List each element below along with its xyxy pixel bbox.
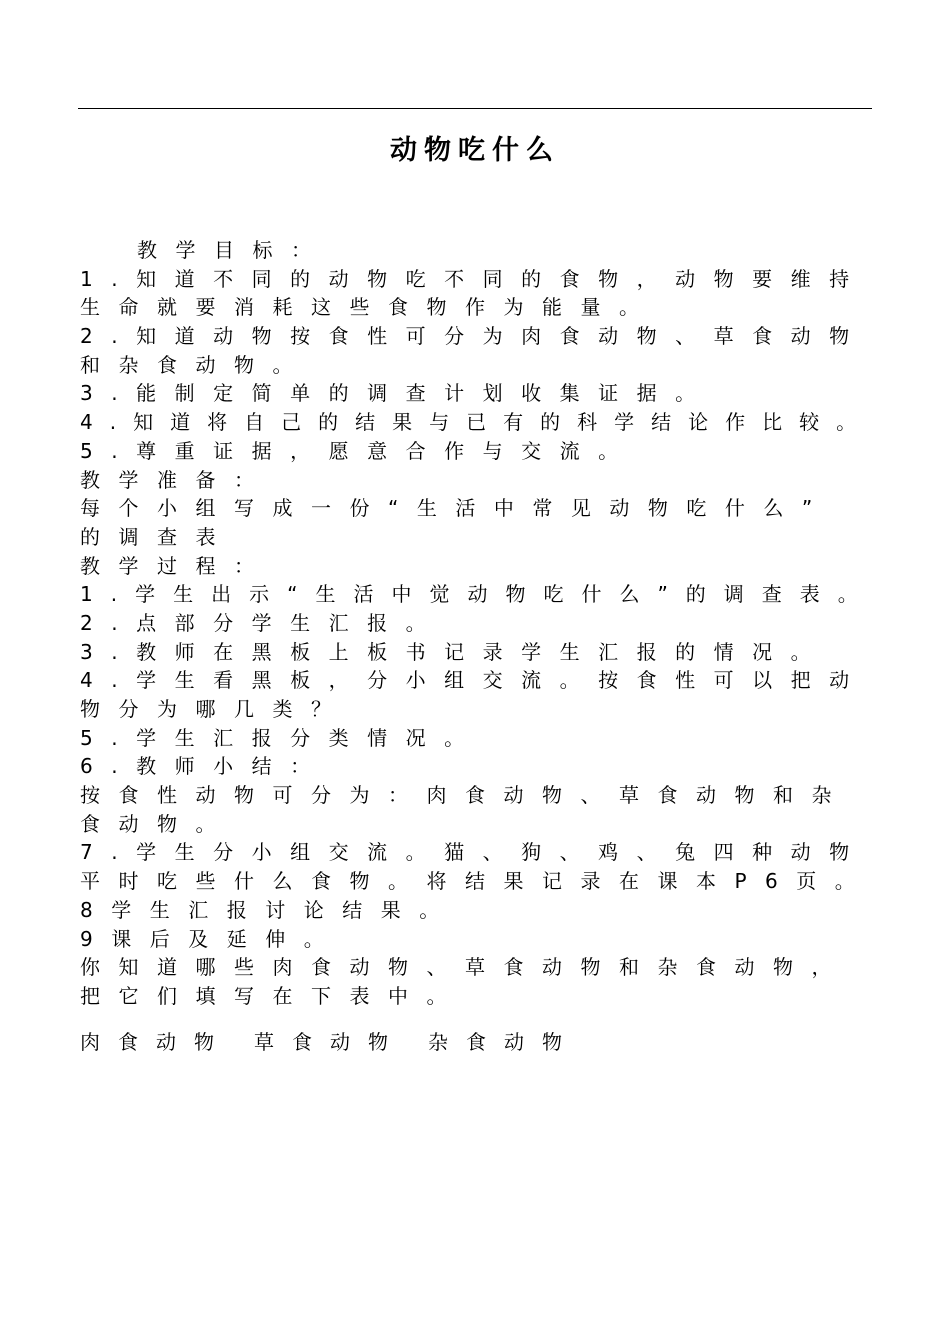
section-heading-objectives: 教学目标： xyxy=(137,238,330,262)
body-line: 2.知道动物按食性可分为肉食动物、草食动物 xyxy=(80,324,868,349)
body-line: 每个小组写成一份“生活中常见动物吃什么” xyxy=(80,496,831,521)
section-heading-preparation: 教学准备： xyxy=(80,467,273,492)
body-line: 7.学生分小组交流。猫、狗、鸡、兔四种动物 xyxy=(80,840,868,865)
table-header-carnivores: 肉食动物 xyxy=(80,1030,232,1054)
body-line: 按食性动物可分为：肉食动物、草食动物和杂 xyxy=(80,783,850,808)
body-line: 把它们填写在下表中。 xyxy=(80,983,465,1008)
document-title: 动物吃什么 xyxy=(390,135,560,166)
body-line: 5.尊重证据，愿意合作与交流。 xyxy=(80,438,637,463)
header-rule xyxy=(78,108,872,109)
body-line: 生命就要消耗这些食物作为能量。 xyxy=(80,295,658,320)
body-line: 食动物。 xyxy=(80,811,234,836)
body-line: 1.知道不同的动物吃不同的食物，动物要维持 xyxy=(80,266,868,291)
body-line: 6.教师小结： xyxy=(80,754,329,779)
body-line: 的调查表 xyxy=(80,524,234,549)
body-line: 1.学生出示“生活中觉动物吃什么”的调查表。 xyxy=(80,582,876,607)
section-heading-process: 教学过程： xyxy=(80,553,273,578)
document-body xyxy=(80,236,880,1011)
body-line: 5.学生汇报分类情况。 xyxy=(80,725,483,750)
animal-category-table-header xyxy=(80,1027,580,1057)
body-line: 和杂食动物。 xyxy=(80,352,311,377)
body-line: 9课后及延伸。 xyxy=(80,926,343,951)
body-line: 2.点部分学生汇报。 xyxy=(80,610,445,635)
body-line: 平时吃些什么食物。将结果记录在课本P6页。 xyxy=(80,869,874,894)
table-header-herbivores: 草食动物 xyxy=(254,1030,406,1054)
body-line: 3.能制定简单的调查计划收集证据。 xyxy=(80,381,714,406)
body-line: 4.学生看黑板，分小组交流。按食性可以把动 xyxy=(80,668,868,693)
body-line: 物分为哪几类？ xyxy=(80,697,350,721)
body-line: 你知道哪些肉食动物、草食动物和杂食动物， xyxy=(80,955,850,980)
body-line: 3.教师在黑板上板书记录学生汇报的情况。 xyxy=(80,639,830,664)
body-line: 8学生汇报讨论结果。 xyxy=(80,897,458,922)
body-line: 4.知道将自己的结果与已有的科学结论作比较。 xyxy=(80,410,874,435)
table-header-omnivores: 杂食动物 xyxy=(428,1030,580,1054)
